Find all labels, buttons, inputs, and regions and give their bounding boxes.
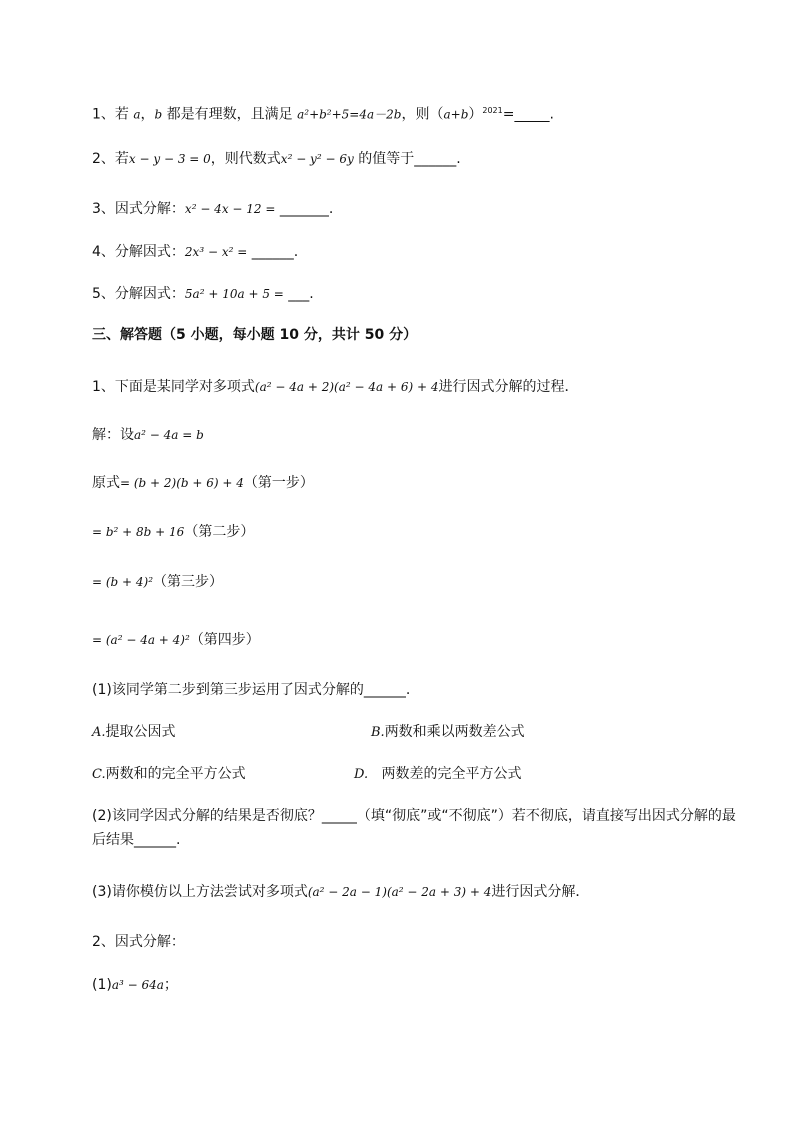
option-c bbox=[92, 764, 246, 785]
fill-question-5 bbox=[92, 284, 314, 304]
q1-power: 2021 bbox=[482, 106, 503, 115]
step3-label: （第三步） bbox=[153, 574, 224, 590]
option-a-text: 提取公因式 bbox=[105, 724, 176, 740]
solution-let bbox=[92, 425, 204, 445]
q5-prefix: 5、分解因式： bbox=[92, 286, 185, 302]
solve-question-1-intro bbox=[92, 377, 578, 397]
q2-sub1-suffix: ； bbox=[163, 977, 178, 993]
q1-expr: a+b bbox=[443, 107, 469, 122]
step4-expr: = (a² − 4a + 4)² bbox=[92, 633, 190, 647]
solve-question-2-title: 2、因式分解： bbox=[92, 934, 185, 950]
section-title: 三、解答题（5 小题，每小题 10 分，共计 50 分） bbox=[92, 327, 418, 343]
option-d-text: 两数差的完全平方公式 bbox=[381, 766, 522, 782]
step3-expr: = (b + 4)² bbox=[92, 575, 154, 589]
sub-question-1: (1)该同学第二步到第三步运用了因式分解的______. bbox=[92, 682, 411, 698]
fill-question-2 bbox=[92, 149, 461, 169]
intro-suffix: 进行因式分解的过程． bbox=[438, 379, 579, 395]
q4-expr: 2x³ − x² = bbox=[184, 245, 248, 259]
q2-sub1-prefix: (1) bbox=[92, 977, 112, 993]
option-a-letter: A. bbox=[92, 725, 106, 740]
q1-condition: a²+b²+5=4a－2b bbox=[297, 107, 402, 122]
sub-question-2: (2)该同学因式分解的结果是否彻底？_____（填“彻底”或“不彻底”）若不彻底，请直接写出因式分解的最后结果______. bbox=[92, 808, 736, 848]
q3-prefix: 3、因式分解： bbox=[92, 201, 185, 217]
q2-prefix: 2、若 bbox=[92, 151, 129, 167]
sub-question-3 bbox=[92, 882, 589, 902]
q5-expr: 5a² + 10a + 5 = bbox=[184, 287, 284, 301]
sol-prefix: 解：设 bbox=[92, 427, 134, 443]
q1-prefix: 1、若 bbox=[92, 106, 134, 123]
option-d bbox=[354, 764, 521, 785]
q2-tail: 的值等于______. bbox=[353, 151, 461, 167]
option-a bbox=[92, 722, 176, 743]
var-b: b bbox=[154, 107, 163, 122]
step-2 bbox=[92, 522, 254, 542]
q3-tail: _______. bbox=[275, 201, 334, 217]
q2-sub1-expr: a³ − 64a bbox=[111, 978, 164, 992]
q1-then: ，则（ bbox=[401, 106, 444, 123]
sub3-prefix: (3)请你模仿以上方法尝试对多项式 bbox=[92, 884, 308, 900]
option-c-letter: C. bbox=[92, 767, 106, 782]
option-b bbox=[371, 722, 525, 743]
sub3-expr: (a² − 2a − 1)(a² − 2a + 3) + 4 bbox=[307, 885, 492, 899]
step1-label: （第一步） bbox=[243, 475, 314, 491]
option-d-letter: D. bbox=[354, 767, 369, 782]
step-4 bbox=[92, 630, 260, 650]
fill-question-1 bbox=[92, 101, 554, 125]
q4-prefix: 4、分解因式： bbox=[92, 244, 185, 260]
fill-question-3 bbox=[92, 199, 333, 219]
step-3 bbox=[92, 572, 223, 592]
q3-expr: x² − 4x − 12 = bbox=[184, 202, 276, 216]
option-c-text: 两数和的完全平方公式 bbox=[105, 766, 246, 782]
q5-tail: ___. bbox=[283, 286, 314, 302]
q2-expr: x² − y² − 6y bbox=[280, 152, 354, 166]
fill-question-4 bbox=[92, 242, 298, 262]
step1-prefix: 原式 bbox=[92, 475, 120, 491]
sol-expr: a² − 4a = b bbox=[134, 428, 204, 442]
q2-mid: ，则代数式 bbox=[210, 151, 281, 167]
sub3-suffix: 进行因式分解． bbox=[491, 884, 590, 900]
solve-question-2-sub1 bbox=[92, 975, 178, 995]
step-1 bbox=[92, 473, 314, 493]
q2-condition: x − y − 3 = 0 bbox=[128, 152, 211, 166]
option-b-text: 两数和乘以两数差公式 bbox=[384, 724, 525, 740]
step4-label: （第四步） bbox=[189, 632, 260, 648]
step2-label: （第二步） bbox=[184, 524, 255, 540]
var-a: a bbox=[133, 107, 141, 122]
step1-expr: = (b + 2)(b + 6) + 4 bbox=[120, 476, 244, 490]
step2-expr: = b² + 8b + 16 bbox=[92, 525, 185, 539]
q1-tail: =_____. bbox=[502, 106, 554, 123]
q1-sep: ， bbox=[140, 106, 155, 123]
q1-close: ） bbox=[468, 106, 483, 123]
q4-tail: ______. bbox=[247, 244, 299, 260]
option-b-letter: B. bbox=[371, 725, 385, 740]
intro-prefix: 1、下面是某同学对多项式 bbox=[92, 379, 255, 395]
q1-mid: 都是有理数，且满足 bbox=[162, 106, 298, 123]
intro-expr: (a² − 4a + 2)(a² − 4a + 6) + 4 bbox=[254, 380, 439, 394]
